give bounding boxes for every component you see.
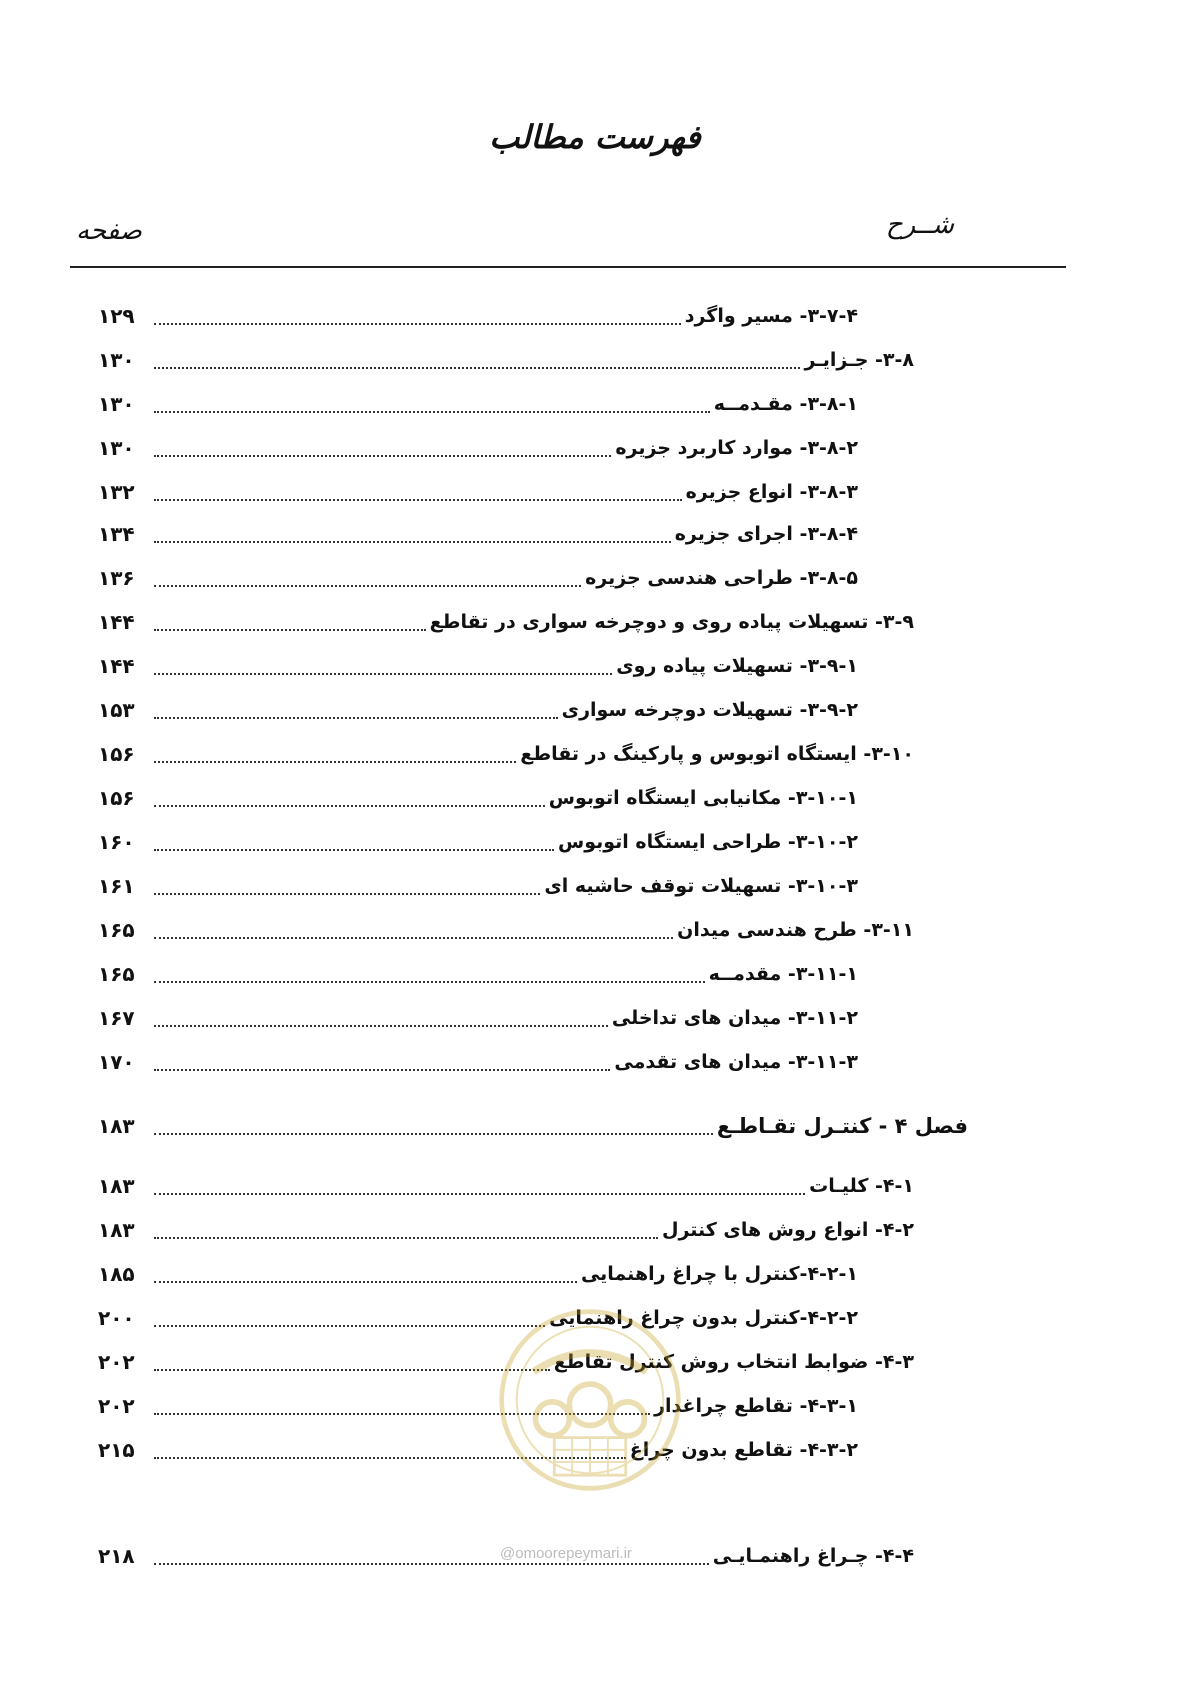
leader-dots — [154, 367, 800, 369]
column-header-page: صفحه — [76, 216, 142, 246]
toc-entry-label: ۴-۲- انواع روش های کنترل — [661, 1219, 914, 1241]
toc-page-number: ۱۵۳ — [98, 698, 135, 722]
toc-entry-label: ۳-۸-۱- مقـدمــه — [713, 393, 858, 415]
watermark-seal-icon — [496, 1306, 684, 1494]
toc-page-number: ۲۱۵ — [98, 1438, 135, 1462]
leader-dots — [154, 1237, 658, 1239]
leader-dots — [154, 1133, 713, 1135]
toc-page-number: ۱۸۳ — [98, 1218, 135, 1242]
leader-dots — [154, 1369, 550, 1371]
leader-dots — [154, 1025, 608, 1027]
toc-page-number: ۱۷۰ — [98, 1050, 135, 1074]
leader-dots — [154, 937, 673, 939]
leader-dots — [154, 585, 581, 587]
toc-page-number: ۲۰۲ — [98, 1350, 135, 1374]
toc-page-number: ۱۶۵ — [98, 918, 135, 942]
toc-entry-label: ۳-۸- جـزایـر — [804, 349, 914, 371]
toc-page-number: ۱۸۵ — [98, 1262, 135, 1286]
toc-entry-label: ۳-۱۰-۱- مکانیابی ایستگاه اتوبوس — [548, 787, 858, 809]
toc-row[interactable] — [0, 822, 1190, 862]
toc-page-number: ۱۳۲ — [98, 480, 135, 504]
toc-row[interactable] — [0, 690, 1190, 730]
toc-entry-label: ۴-۴- چـراغ راهنمـایـی — [712, 1545, 914, 1567]
toc-page-number: ۱۳۴ — [98, 522, 135, 546]
leader-dots — [154, 893, 540, 895]
leader-dots — [154, 499, 682, 501]
leader-dots — [154, 717, 558, 719]
toc-page-number: ۱۸۳ — [98, 1174, 135, 1198]
toc-row[interactable] — [0, 734, 1190, 774]
toc-row[interactable] — [0, 866, 1190, 906]
toc-entry-label: ۴-۳-۱- تقاطع چراغدار — [654, 1395, 858, 1417]
toc-row[interactable] — [0, 1254, 1190, 1294]
toc-page-number: ۱۸۳ — [98, 1114, 135, 1138]
toc-page-number: ۱۵۶ — [98, 786, 135, 810]
leader-dots — [154, 1193, 805, 1195]
toc-entry-label: ۳-۷-۴- مسیر واگرد — [684, 305, 858, 327]
leader-dots — [154, 455, 611, 457]
leader-dots — [154, 629, 426, 631]
toc-page-number: ۱۶۵ — [98, 962, 135, 986]
toc-page-number: ۱۶۰ — [98, 830, 135, 854]
leader-dots — [154, 805, 545, 807]
toc-entry-label: ۴-۲-۱-کنترل با چراغ راهنمایی — [580, 1263, 858, 1285]
toc-row[interactable] — [0, 1166, 1190, 1206]
leader-dots — [154, 849, 554, 851]
toc-row[interactable] — [0, 954, 1190, 994]
toc-page-number: ۱۵۶ — [98, 742, 135, 766]
leader-dots — [154, 981, 705, 983]
toc-page-number: ۱۶۱ — [98, 874, 135, 898]
toc-chapter-label: فصل ۴ - کنتـرل تقـاطـع — [716, 1114, 968, 1138]
toc-page-number: ۲۰۲ — [98, 1394, 135, 1418]
toc-row[interactable] — [0, 910, 1190, 950]
toc-row[interactable] — [0, 1042, 1190, 1082]
toc-page-number: ۲۱۸ — [98, 1544, 135, 1568]
toc-page-number: ۱۳۰ — [98, 392, 135, 416]
toc-page-number: ۱۴۴ — [98, 654, 135, 678]
toc-row[interactable] — [0, 1210, 1190, 1250]
toc-page-number: ۲۰۰ — [98, 1306, 135, 1330]
toc-row[interactable] — [0, 472, 1190, 512]
leader-dots — [154, 541, 671, 543]
toc-entry-label: ۳-۹- تسهیلات پیاده روی و دوچرخه سواری در تقاطع — [429, 611, 914, 633]
toc-row[interactable] — [0, 602, 1190, 642]
toc-entry-label: ۳-۸-۵- طراحی هندسی جزیره — [585, 567, 858, 589]
toc-row[interactable] — [0, 778, 1190, 818]
toc-entry-label: ۴-۱- کلیـات — [809, 1175, 914, 1197]
leader-dots — [154, 411, 710, 413]
toc-page-number: ۱۶۷ — [98, 1006, 135, 1030]
toc-page-number: ۱۲۹ — [98, 304, 135, 328]
leader-dots — [154, 1325, 545, 1327]
toc-row[interactable] — [0, 384, 1190, 424]
toc-entry-label: ۳-۸-۳- انواع جزیره — [685, 481, 858, 503]
toc-row[interactable] — [0, 998, 1190, 1038]
leader-dots — [154, 1281, 577, 1283]
toc-page-number: ۱۳۰ — [98, 348, 135, 372]
toc-entry-label: ۳-۱۱- طرح هندسی میدان — [677, 919, 914, 941]
toc-row[interactable] — [0, 340, 1190, 380]
toc-entry-label: ۳-۱۱-۲- میدان های تداخلی — [611, 1007, 858, 1029]
toc-entry-label: ۳-۱۱-۱- مقدمــه — [708, 963, 858, 985]
toc-page-number: ۱۳۰ — [98, 436, 135, 460]
toc-row[interactable] — [0, 296, 1190, 336]
leader-dots — [154, 673, 612, 675]
toc-entry-label: ۴-۲-۲-کنترل بدون چراغ راهنمایی — [549, 1307, 858, 1329]
toc-entry-label: ۳-۸-۴- اجرای جزیره — [674, 523, 858, 545]
watermark-text: @omoorepeymari.ir — [500, 1545, 632, 1562]
column-header-description: شــرح — [885, 210, 954, 240]
toc-page-number: ۱۴۴ — [98, 610, 135, 634]
toc-row[interactable] — [0, 514, 1190, 554]
toc-entry-label: ۳-۹-۱- تسهیلات پیاده روی — [616, 655, 858, 677]
toc-entry-label: ۳-۱۰-۲- طراحی ایستگاه اتوبوس — [557, 831, 858, 853]
toc-entry-label: ۳-۸-۲- موارد کاربرد جزیره — [615, 437, 858, 459]
leader-dots — [154, 1563, 709, 1565]
leader-dots — [154, 1069, 610, 1071]
toc-row[interactable] — [0, 428, 1190, 468]
toc-entry-label: ۳-۱۱-۳- میدان های تقدمی — [614, 1051, 858, 1073]
toc-entry-label: ۴-۳- ضوابط انتخاب روش کنترل تقاطع — [553, 1351, 914, 1373]
toc-entry-label: ۳-۹-۲- تسهیلات دوچرخه سواری — [561, 699, 858, 721]
toc-row[interactable] — [0, 558, 1190, 598]
toc-entry-label: ۳-۱۰-۳- تسهیلات توقف حاشیه ای — [544, 875, 858, 897]
toc-entry-label: ۳-۱۰- ایستگاه اتوبوس و پارکینگ در تقاطع — [520, 743, 914, 765]
leader-dots — [154, 323, 681, 325]
toc-row-chapter[interactable] — [0, 1106, 1190, 1146]
toc-row[interactable] — [0, 646, 1190, 686]
toc-entry-label: ۴-۳-۲- تقاطع بدون چراغ — [629, 1439, 858, 1461]
toc-page-number: ۱۳۶ — [98, 566, 135, 590]
leader-dots — [154, 761, 516, 763]
page-title: فهرست مطالب — [489, 118, 701, 156]
